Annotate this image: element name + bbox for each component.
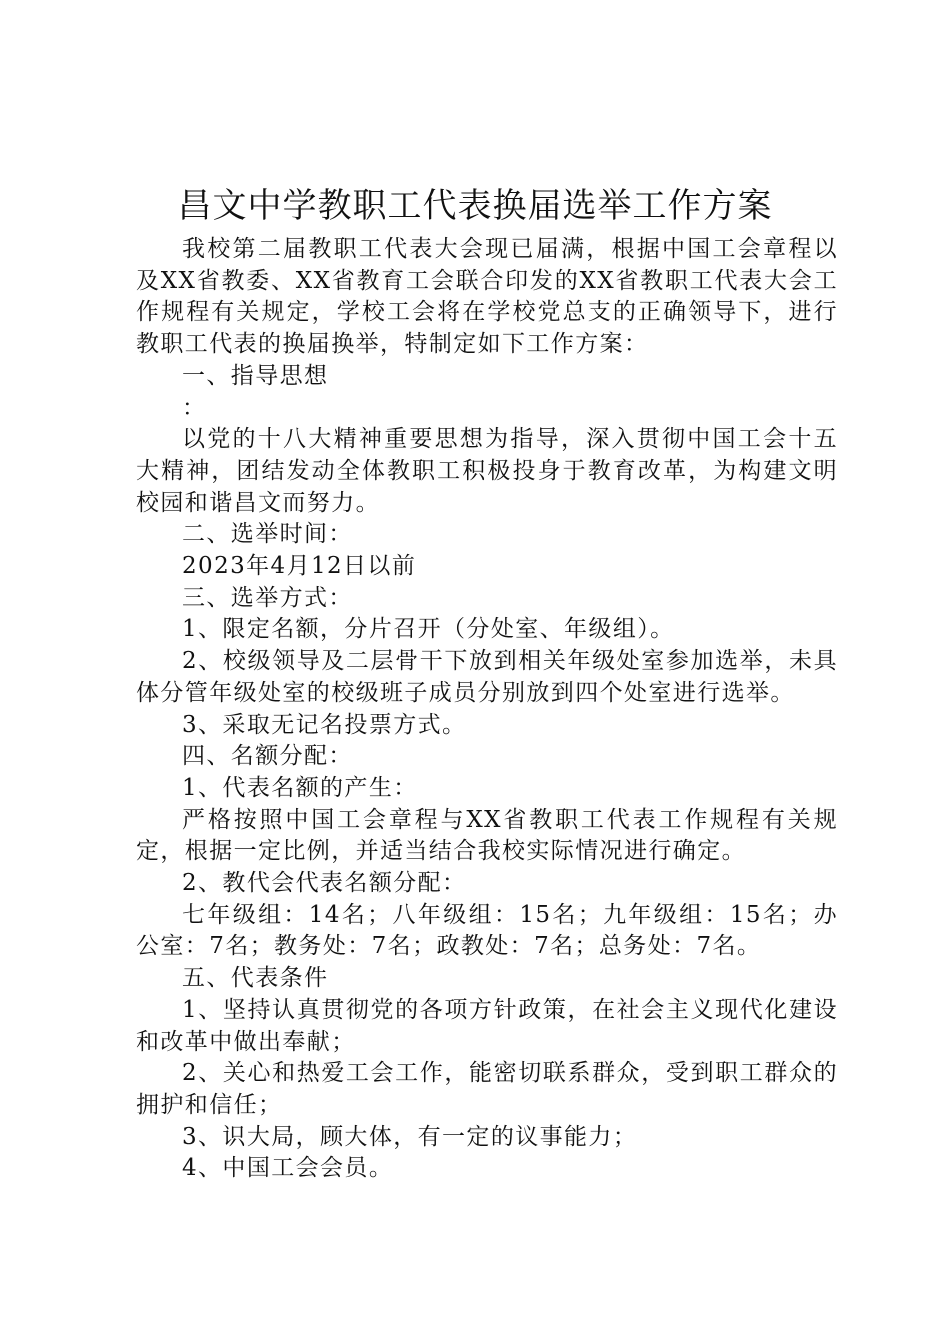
quota-item-2-paragraph: 七年级组：14名；八年级组：15名；九年级组：15名；办公室：7名；教务处：7名；政教处：7名；总务处：7名。 [136, 901, 838, 960]
document-title: 昌文中学教职工代表换届选举工作方案 [177, 186, 773, 226]
section-heading-representative-conditions: 五、代表条件 [182, 965, 329, 992]
guiding-thought-paragraph: 以党的十八大精神重要思想为指导，深入贯彻中国工会十五大精神，团结发动全体教职工积极投身于教育改革，为构建文明校园和谐昌文而努力。 [136, 426, 838, 516]
condition-item-2: 2、关心和热爱工会工作，能密切联系群众，受到职工群众的拥护和信任； [136, 1060, 838, 1118]
quota-item-2-heading: 2、教代会代表名额分配： [182, 870, 467, 897]
quota-item-1-paragraph: 严格按照中国工会章程与XX省教职工代表工作规程有关规定，根据一定比例，并适当结合我校实际情况进行确定。 [136, 806, 838, 865]
document-body [136, 234, 838, 1185]
section-heading-guiding-thought: 一、指导思想 [182, 362, 329, 389]
election-method-item-3: 3、采取无记名投票方式。 [182, 711, 467, 738]
section-heading-election-method: 三、选举方式： [182, 584, 353, 611]
colon-line: ： [182, 394, 207, 421]
intro-paragraph: 我校第二届教职工代表大会现已届满，根据中国工会章程以及XX省教委、XX省教育工会联合印发的XX省教职工代表大会工作规程有关规定，学校工会将在学校党总支的正确领导下，进行教职工代表的换届换举，特制定如下工作方案： [136, 236, 838, 358]
condition-item-1: 1、坚持认真贯彻党的各项方针政策，在社会主义现代化建设和改革中做出奉献； [136, 996, 838, 1055]
section-heading-quota-allocation: 四、名额分配： [182, 743, 353, 770]
condition-item-3: 3、识大局，顾大体，有一定的议事能力； [182, 1123, 638, 1150]
quota-item-1-heading: 1、代表名额的产生： [182, 774, 418, 801]
election-time-paragraph: 2023年4月12日以前 [182, 553, 417, 580]
election-method-item-2: 2、校级领导及二层骨干下放到相关年级处室参加选举，未具体分管年级处室的校级班子成员分别放到四个处室进行选举。 [136, 648, 838, 706]
section-heading-election-time: 二、选举时间： [182, 521, 353, 548]
condition-item-4: 4、中国工会会员。 [182, 1155, 394, 1182]
election-method-item-1: 1、限定名额，分片召开（分处室、年级组）。 [182, 616, 675, 643]
